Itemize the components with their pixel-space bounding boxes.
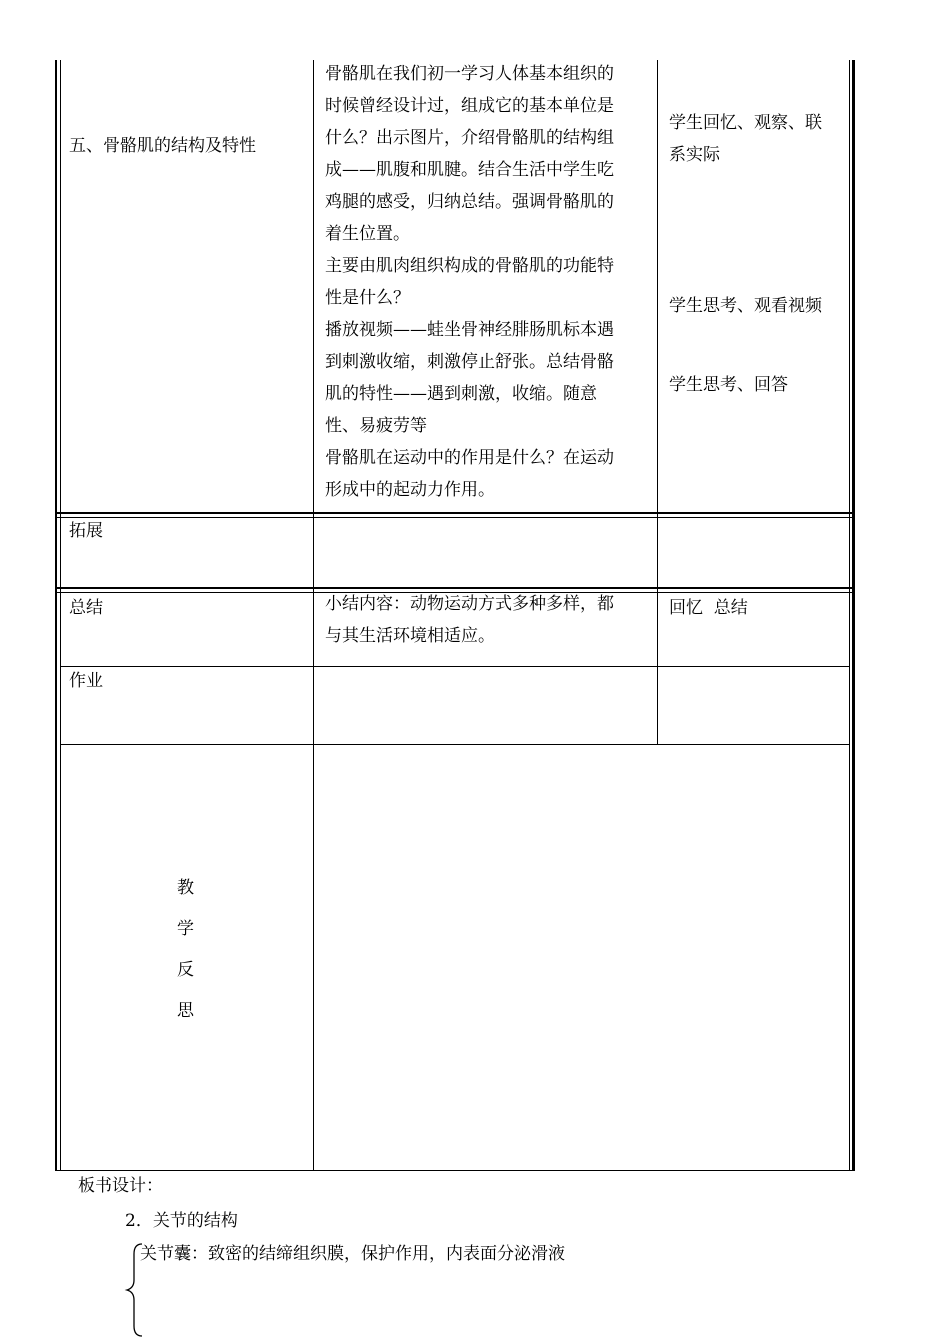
student-activity-1: 系实际 (669, 145, 720, 165)
student-activity-3: 学生思考、回答 (669, 375, 788, 395)
teacher-line: 形成中的起动力作用。 (325, 480, 495, 500)
teacher-line: 什么？出示图片，介绍骨骼肌的结构组 (325, 128, 614, 148)
summary-teacher: 与其生活环境相适应。 (325, 626, 495, 646)
teacher-line: 成——肌腹和肌腱。结合生活中学生吃 (325, 160, 614, 180)
summary-student: 回忆 总结 (669, 598, 748, 618)
teacher-line: 着生位置。 (325, 224, 410, 244)
extend-label: 拓展 (69, 521, 103, 541)
student-activity-2: 学生思考、观看视频 (669, 296, 822, 316)
board-section: 2．关节的结构 (125, 1211, 238, 1231)
topic-cell: 五、骨骼肌的结构及特性 (69, 136, 256, 156)
teacher-line: 到刺激收缩，刺激停止舒张。总结骨骼 (325, 352, 614, 372)
summary-label: 总结 (69, 598, 103, 618)
reflection-char: 学 (177, 919, 194, 939)
teacher-line: 播放视频——蛙坐骨神经腓肠肌标本遇 (325, 320, 614, 340)
summary-teacher: 小结内容：动物运动方式多种多样，都 (325, 594, 614, 614)
reflection-char: 教 (177, 878, 194, 898)
teacher-line: 性、易疲劳等 (325, 416, 427, 436)
reflection-char: 反 (177, 960, 194, 980)
homework-label: 作业 (69, 671, 103, 691)
teacher-line: 骨骼肌在运动中的作用是什么？在运动 (325, 448, 614, 468)
teacher-line: 肌的特性——遇到刺激，收缩。随意 (325, 384, 597, 404)
teacher-line: 时候曾经设计过，组成它的基本单位是 (325, 96, 614, 116)
student-activity-1: 学生回忆、观察、联 (669, 113, 822, 133)
board-title: 板书设计： (78, 1176, 163, 1196)
teacher-line: 主要由肌肉组织构成的骨骼肌的功能特 (325, 256, 614, 276)
reflection-char: 思 (177, 1001, 194, 1021)
teacher-line: 鸡腿的感受，归纳总结。强调骨骼肌的 (325, 192, 614, 212)
teacher-line: 性是什么？ (325, 288, 410, 308)
teacher-line: 骨骼肌在我们初一学习人体基本组织的 (325, 64, 614, 84)
board-item: 关节囊：致密的结缔组织膜，保护作用，内表面分泌滑液 (140, 1244, 565, 1264)
